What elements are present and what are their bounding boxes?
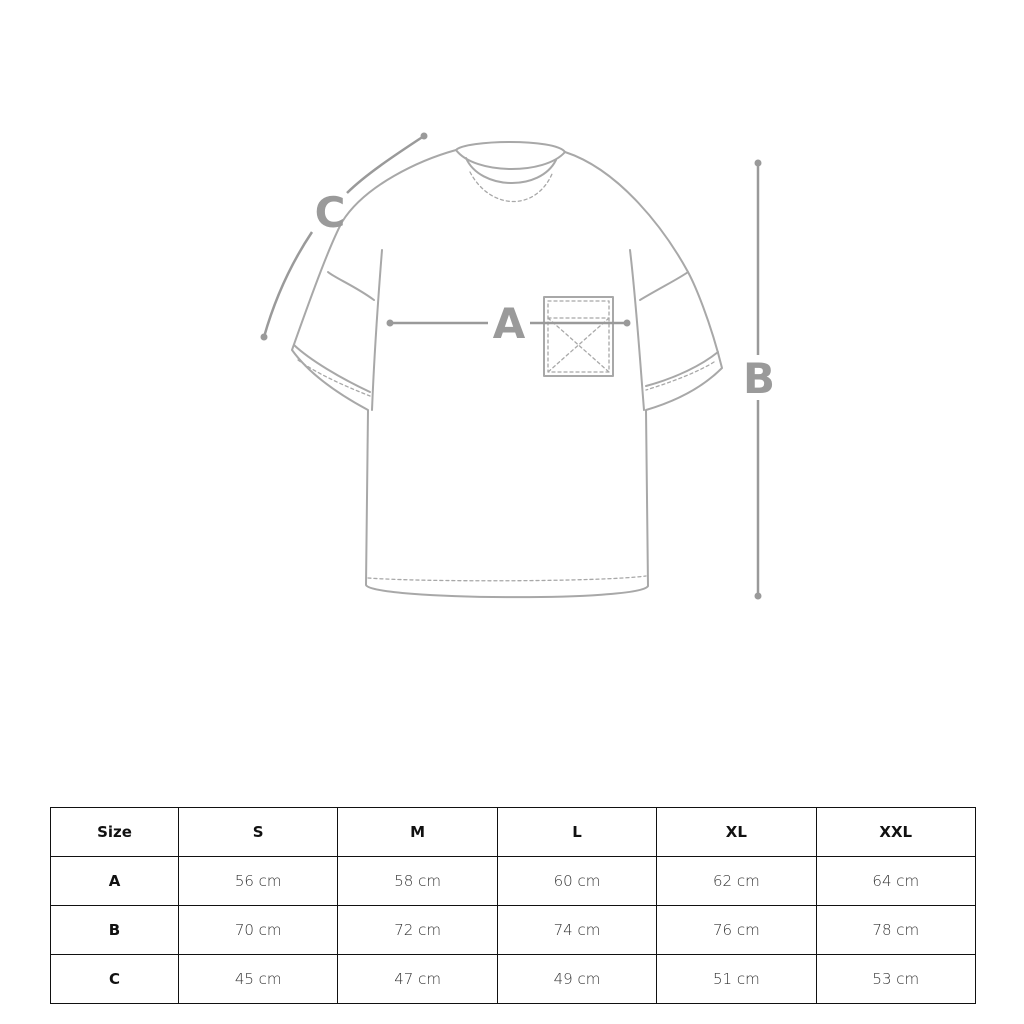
table-cell: 53 cm <box>816 955 975 1004</box>
size-chart-table <box>50 807 976 1004</box>
table-row <box>51 857 976 906</box>
right-shoulder-seam <box>630 250 644 410</box>
table-cell: 72 cm <box>338 906 497 955</box>
table-cell: 60 cm <box>497 857 656 906</box>
bottom-hem <box>368 576 646 581</box>
table-cell: 64 cm <box>816 857 975 906</box>
header-l: L <box>497 808 656 857</box>
row-label-a: A <box>51 857 179 906</box>
tshirt-outline <box>292 142 722 597</box>
row-label-c: C <box>51 955 179 1004</box>
tshirt-collar <box>456 142 565 152</box>
tshirt-body <box>292 150 722 597</box>
table-row <box>51 906 976 955</box>
chest-pocket <box>544 297 613 376</box>
left-sleeve-hem <box>294 345 370 392</box>
table-cell: 45 cm <box>179 955 338 1004</box>
header-xxl: XXL <box>816 808 975 857</box>
table-cell: 51 cm <box>657 955 816 1004</box>
header-s: S <box>179 808 338 857</box>
table-cell: 56 cm <box>179 857 338 906</box>
dimension-b-label: B <box>742 354 776 403</box>
table-cell: 49 cm <box>497 955 656 1004</box>
right-sleeve-seam <box>640 272 688 300</box>
header-size: Size <box>51 808 179 857</box>
header-xl: XL <box>657 808 816 857</box>
table-cell: 78 cm <box>816 906 975 955</box>
dimension-c-label: C <box>314 188 346 237</box>
header-m: M <box>338 808 497 857</box>
row-label-b: B <box>51 906 179 955</box>
dimension-a-label: A <box>492 299 526 348</box>
left-sleeve-seam <box>328 272 374 300</box>
left-shoulder-seam <box>372 250 382 410</box>
table-cell: 62 cm <box>657 857 816 906</box>
table-cell: 47 cm <box>338 955 497 1004</box>
table-cell: 74 cm <box>497 906 656 955</box>
table-header-row <box>51 808 976 857</box>
table-cell: 70 cm <box>179 906 338 955</box>
table-row <box>51 955 976 1004</box>
table-cell: 76 cm <box>657 906 816 955</box>
table-cell: 58 cm <box>338 857 497 906</box>
